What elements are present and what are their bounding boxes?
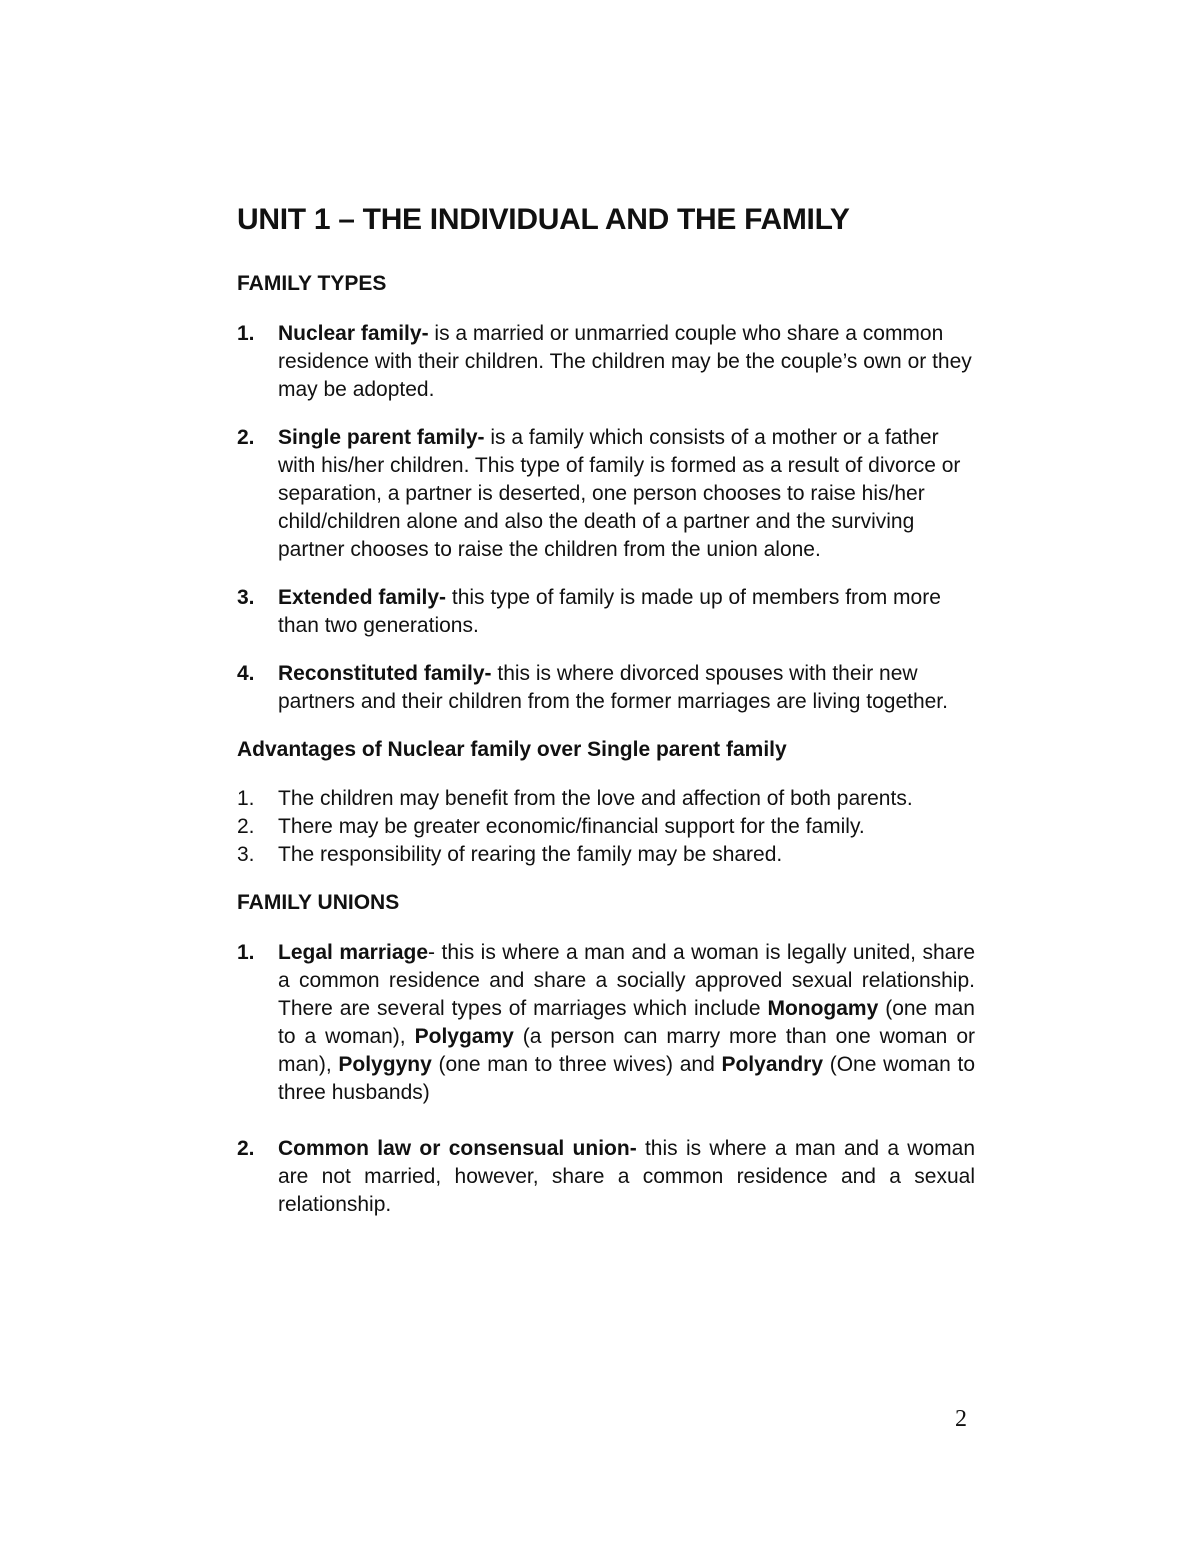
family-type-term: Single parent family- (278, 426, 485, 449)
marriage-type-term: Polygyny (338, 1053, 432, 1076)
family-type-definition: this is where divorced spouses with their new partners and their children from the former marriages are living together. (278, 662, 948, 713)
item-number: 3. (237, 843, 255, 866)
advantage-item (237, 813, 975, 841)
advantage-text: The children may benefit from the love and affection of both parents. (278, 787, 913, 810)
family-unions-list (237, 939, 975, 1219)
union-definition-part: (One woman to three husbands) (278, 1053, 976, 1104)
unit-title: UNIT 1 – THE INDIVIDUAL AND THE FAMILY (237, 203, 850, 236)
item-number: 4. (237, 662, 255, 685)
advantages-heading: Advantages of Nuclear family over Single parent family (237, 738, 787, 761)
family-type-term: Nuclear family- (278, 322, 429, 345)
advantage-text: The responsibility of rearing the family may be shared. (278, 843, 783, 866)
union-definition-part: (a person can marry more than one woman or man), (278, 1025, 975, 1076)
item-number: 3. (237, 586, 255, 609)
advantages-list (237, 785, 975, 869)
advantage-item (237, 841, 975, 869)
item-number: 2. (237, 426, 255, 449)
item-number: 1. (237, 787, 255, 810)
marriage-type-term: Monogamy (767, 997, 879, 1020)
marriage-type-term: Polygamy (414, 1025, 514, 1048)
item-number: 1. (237, 322, 255, 345)
item-number: 1. (237, 941, 255, 964)
union-definition-part: - this is where a man and a woman is legally united, share a common residence and share a socially approved sexual relationship. There are several types of marriages which include (278, 941, 975, 1020)
family-type-item (237, 660, 975, 716)
family-type-item (237, 320, 975, 404)
family-types-heading: FAMILY TYPES (237, 272, 387, 295)
family-unions-heading: FAMILY UNIONS (237, 891, 400, 914)
family-type-definition: is a married or unmarried couple who share a common residence with their children. The children may be the couple’s own or they may be adopted. (278, 322, 972, 401)
union-term: Legal marriage (278, 941, 429, 964)
advantage-item (237, 785, 975, 813)
family-types-list (237, 320, 975, 716)
family-type-definition: is a family which consists of a mother or a father with his/her children. This type of family is formed as a result of divorce or separation, a partner is deserted, one person chooses to raise his/her child/children alone and also the death of a partner and the surviving partner chooses to raise the children from the union alone. (278, 426, 961, 561)
family-union-item (237, 1135, 975, 1219)
page-number: 2 (955, 1406, 967, 1432)
marriage-type-term: Polyandry (721, 1053, 824, 1076)
item-number: 2. (237, 1137, 255, 1160)
family-type-definition: this type of family is made up of members from more than two generations. (278, 586, 941, 637)
item-number: 2. (237, 815, 255, 838)
advantage-text: There may be greater economic/financial support for the family. (278, 815, 865, 838)
union-term: Common law or consensual union- (278, 1137, 637, 1160)
family-type-term: Extended family- (278, 586, 447, 609)
union-definition-part: (one man to a woman), (278, 997, 975, 1048)
union-definition-part: (one man to three wives) and (431, 1053, 722, 1076)
document-page (237, 200, 975, 1247)
union-definition: this is where a man and a woman are not married, however, share a common residence and a sexual relationship. (278, 1137, 975, 1216)
family-union-item (237, 939, 975, 1107)
family-type-term: Reconstituted family- (278, 662, 492, 685)
family-type-item (237, 584, 975, 640)
family-type-item (237, 424, 975, 564)
